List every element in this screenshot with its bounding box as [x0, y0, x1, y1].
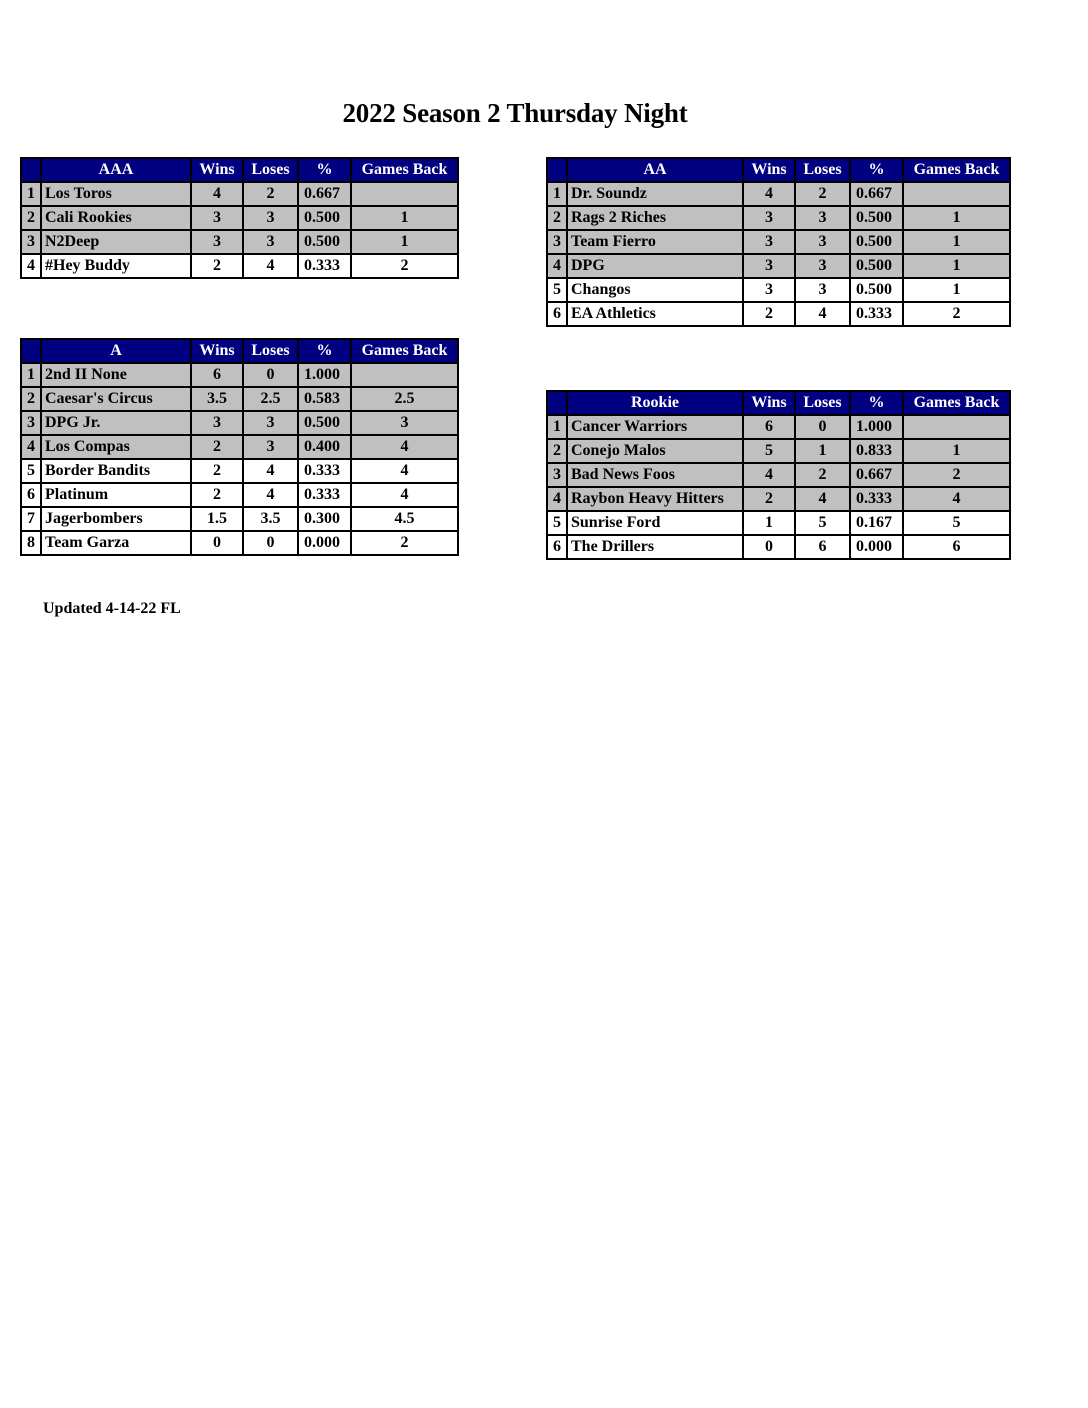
wins-cell: 2 — [743, 302, 795, 326]
header-row — [547, 391, 1010, 415]
rank-cell: 3 — [21, 411, 41, 435]
games-back-cell: 1 — [351, 230, 458, 254]
loses-cell: 1 — [795, 439, 850, 463]
games-back-cell: 4 — [351, 483, 458, 507]
games-back-header: Games Back — [351, 158, 458, 182]
team-cell: Caesar's Circus — [41, 387, 191, 411]
wins-cell: 3 — [743, 278, 795, 302]
team-cell: DPG — [567, 254, 743, 278]
pct-cell: 0.667 — [298, 182, 351, 206]
team-cell: Raybon Heavy Hitters — [567, 487, 743, 511]
table-row — [21, 483, 458, 507]
wins-cell: 3 — [191, 230, 243, 254]
team-cell: Platinum — [41, 483, 191, 507]
loses-cell: 3 — [795, 230, 850, 254]
pct-cell: 0.400 — [298, 435, 351, 459]
games-back-cell — [903, 415, 1010, 439]
loses-cell: 2 — [243, 182, 298, 206]
games-back-cell: 4 — [351, 459, 458, 483]
table-row — [547, 415, 1010, 439]
rank-cell: 2 — [21, 387, 41, 411]
loses-header: Loses — [243, 339, 298, 363]
loses-cell: 3 — [795, 254, 850, 278]
division-name: AA — [567, 158, 743, 182]
games-back-cell — [351, 363, 458, 387]
team-cell: EA Athletics — [567, 302, 743, 326]
team-cell: #Hey Buddy — [41, 254, 191, 278]
loses-cell: 6 — [795, 535, 850, 559]
table-row — [547, 182, 1010, 206]
rank-cell: 7 — [21, 507, 41, 531]
rank-cell: 5 — [547, 511, 567, 535]
games-back-cell: 2.5 — [351, 387, 458, 411]
wins-cell: 6 — [743, 415, 795, 439]
team-cell: Sunrise Ford — [567, 511, 743, 535]
loses-cell: 4 — [243, 459, 298, 483]
team-cell: Los Toros — [41, 182, 191, 206]
team-cell: Jagerbombers — [41, 507, 191, 531]
pct-cell: 1.000 — [298, 363, 351, 387]
team-cell: Border Bandits — [41, 459, 191, 483]
team-cell: Conejo Malos — [567, 439, 743, 463]
wins-header: Wins — [191, 158, 243, 182]
pct-cell: 0.167 — [850, 511, 903, 535]
loses-cell: 3 — [243, 435, 298, 459]
division-name: Rookie — [567, 391, 743, 415]
pct-header: % — [850, 158, 903, 182]
rank-cell: 4 — [21, 435, 41, 459]
header-row — [21, 158, 458, 182]
team-cell: Team Fierro — [567, 230, 743, 254]
rank-cell: 5 — [21, 459, 41, 483]
loses-header: Loses — [243, 158, 298, 182]
table-row — [547, 230, 1010, 254]
table-row — [21, 230, 458, 254]
pct-cell: 0.300 — [298, 507, 351, 531]
pct-header: % — [298, 339, 351, 363]
rank-cell: 5 — [547, 278, 567, 302]
rank-header — [21, 158, 41, 182]
wins-cell: 3 — [191, 411, 243, 435]
team-cell: Rags 2 Riches — [567, 206, 743, 230]
pct-cell: 0.583 — [298, 387, 351, 411]
loses-cell: 3 — [795, 206, 850, 230]
table-row — [21, 531, 458, 555]
loses-cell: 0 — [795, 415, 850, 439]
wins-cell: 3 — [743, 230, 795, 254]
table-row — [547, 511, 1010, 535]
pct-cell: 0.333 — [298, 483, 351, 507]
games-back-cell — [351, 182, 458, 206]
games-back-header: Games Back — [351, 339, 458, 363]
loses-cell: 0 — [243, 531, 298, 555]
pct-cell: 0.500 — [850, 278, 903, 302]
loses-cell: 3.5 — [243, 507, 298, 531]
team-cell: Changos — [567, 278, 743, 302]
pct-cell: 0.500 — [298, 230, 351, 254]
pct-header: % — [850, 391, 903, 415]
pct-cell: 0.833 — [850, 439, 903, 463]
rank-cell: 3 — [547, 230, 567, 254]
games-back-header: Games Back — [903, 391, 1010, 415]
pct-cell: 0.500 — [298, 411, 351, 435]
loses-cell: 4 — [795, 487, 850, 511]
pct-cell: 1.000 — [850, 415, 903, 439]
games-back-cell: 1 — [903, 278, 1010, 302]
team-cell: Bad News Foos — [567, 463, 743, 487]
wins-header: Wins — [743, 391, 795, 415]
team-cell: Cali Rookies — [41, 206, 191, 230]
updated-note: Updated 4-14-22 FL — [43, 600, 181, 617]
table-row — [21, 254, 458, 278]
pct-cell: 0.500 — [850, 254, 903, 278]
table-row — [547, 254, 1010, 278]
wins-cell: 4 — [743, 182, 795, 206]
rank-cell: 2 — [547, 206, 567, 230]
team-cell: 2nd II None — [41, 363, 191, 387]
page-title: 2022 Season 2 Thursday Night — [342, 98, 688, 128]
games-back-cell: 2 — [903, 463, 1010, 487]
table-row — [21, 206, 458, 230]
wins-cell: 2 — [191, 435, 243, 459]
team-cell: DPG Jr. — [41, 411, 191, 435]
pct-cell: 0.667 — [850, 182, 903, 206]
rank-cell: 2 — [21, 206, 41, 230]
rank-header — [547, 158, 567, 182]
table-row — [547, 487, 1010, 511]
wins-cell: 4 — [191, 182, 243, 206]
table-row — [547, 302, 1010, 326]
games-back-cell: 2 — [903, 302, 1010, 326]
team-cell: Dr. Soundz — [567, 182, 743, 206]
rank-cell: 3 — [547, 463, 567, 487]
games-back-cell: 6 — [903, 535, 1010, 559]
pct-cell: 0.000 — [298, 531, 351, 555]
table-row — [547, 278, 1010, 302]
wins-cell: 3 — [743, 206, 795, 230]
wins-cell: 1.5 — [191, 507, 243, 531]
loses-cell: 4 — [795, 302, 850, 326]
wins-cell: 4 — [743, 463, 795, 487]
wins-cell: 0 — [191, 531, 243, 555]
table-row — [21, 435, 458, 459]
games-back-cell: 3 — [351, 411, 458, 435]
loses-cell: 5 — [795, 511, 850, 535]
games-back-cell: 4 — [351, 435, 458, 459]
loses-cell: 3 — [795, 278, 850, 302]
loses-cell: 4 — [243, 483, 298, 507]
rank-cell: 1 — [547, 182, 567, 206]
pct-cell: 0.500 — [298, 206, 351, 230]
wins-cell: 3 — [743, 254, 795, 278]
wins-cell: 2 — [191, 254, 243, 278]
loses-cell: 2 — [795, 182, 850, 206]
wins-cell: 0 — [743, 535, 795, 559]
table-row — [21, 363, 458, 387]
wins-header: Wins — [191, 339, 243, 363]
games-back-cell: 2 — [351, 531, 458, 555]
table-row — [21, 507, 458, 531]
games-back-cell: 4 — [903, 487, 1010, 511]
rank-cell: 4 — [21, 254, 41, 278]
rank-cell: 6 — [547, 535, 567, 559]
standings-table-a — [20, 338, 459, 556]
pct-cell: 0.500 — [850, 206, 903, 230]
table-row — [21, 459, 458, 483]
games-back-cell: 1 — [903, 230, 1010, 254]
rank-cell: 4 — [547, 487, 567, 511]
loses-header: Loses — [795, 158, 850, 182]
wins-cell: 3.5 — [191, 387, 243, 411]
rank-cell: 8 — [21, 531, 41, 555]
table-row — [21, 387, 458, 411]
games-back-cell: 1 — [903, 206, 1010, 230]
team-cell: Los Compas — [41, 435, 191, 459]
games-back-cell: 4.5 — [351, 507, 458, 531]
header-row — [21, 339, 458, 363]
table-row — [21, 182, 458, 206]
loses-cell: 2 — [795, 463, 850, 487]
loses-cell: 0 — [243, 363, 298, 387]
rank-cell: 1 — [21, 363, 41, 387]
loses-cell: 3 — [243, 411, 298, 435]
pct-cell: 0.500 — [850, 230, 903, 254]
loses-cell: 2.5 — [243, 387, 298, 411]
games-back-cell: 2 — [351, 254, 458, 278]
standings-table-aaa — [20, 157, 459, 279]
rank-cell: 4 — [547, 254, 567, 278]
wins-cell: 2 — [191, 459, 243, 483]
header-row — [547, 158, 1010, 182]
pct-cell: 0.333 — [850, 487, 903, 511]
rank-cell: 2 — [547, 439, 567, 463]
loses-cell: 3 — [243, 206, 298, 230]
table-row — [547, 535, 1010, 559]
pct-cell: 0.333 — [850, 302, 903, 326]
pct-cell: 0.667 — [850, 463, 903, 487]
games-back-cell: 1 — [351, 206, 458, 230]
table-row — [21, 411, 458, 435]
wins-cell: 1 — [743, 511, 795, 535]
standings-table-aa — [546, 157, 1011, 327]
wins-cell: 6 — [191, 363, 243, 387]
wins-cell: 2 — [191, 483, 243, 507]
rank-cell: 6 — [21, 483, 41, 507]
pct-cell: 0.333 — [298, 459, 351, 483]
division-name: AAA — [41, 158, 191, 182]
wins-cell: 5 — [743, 439, 795, 463]
rank-header — [547, 391, 567, 415]
table-row — [547, 463, 1010, 487]
team-cell: N2Deep — [41, 230, 191, 254]
games-back-cell: 5 — [903, 511, 1010, 535]
loses-cell: 4 — [243, 254, 298, 278]
rank-cell: 1 — [21, 182, 41, 206]
rank-cell: 1 — [547, 415, 567, 439]
games-back-cell: 1 — [903, 439, 1010, 463]
table-row — [547, 206, 1010, 230]
wins-cell: 2 — [743, 487, 795, 511]
division-name: A — [41, 339, 191, 363]
pct-cell: 0.333 — [298, 254, 351, 278]
pct-header: % — [298, 158, 351, 182]
wins-header: Wins — [743, 158, 795, 182]
team-cell: Cancer Warriors — [567, 415, 743, 439]
table-row — [547, 439, 1010, 463]
team-cell: The Drillers — [567, 535, 743, 559]
wins-cell: 3 — [191, 206, 243, 230]
loses-cell: 3 — [243, 230, 298, 254]
team-cell: Team Garza — [41, 531, 191, 555]
rank-cell: 6 — [547, 302, 567, 326]
rank-header — [21, 339, 41, 363]
games-back-cell: 1 — [903, 254, 1010, 278]
standings-table-rookie — [546, 390, 1011, 560]
games-back-cell — [903, 182, 1010, 206]
loses-header: Loses — [795, 391, 850, 415]
games-back-header: Games Back — [903, 158, 1010, 182]
rank-cell: 3 — [21, 230, 41, 254]
pct-cell: 0.000 — [850, 535, 903, 559]
